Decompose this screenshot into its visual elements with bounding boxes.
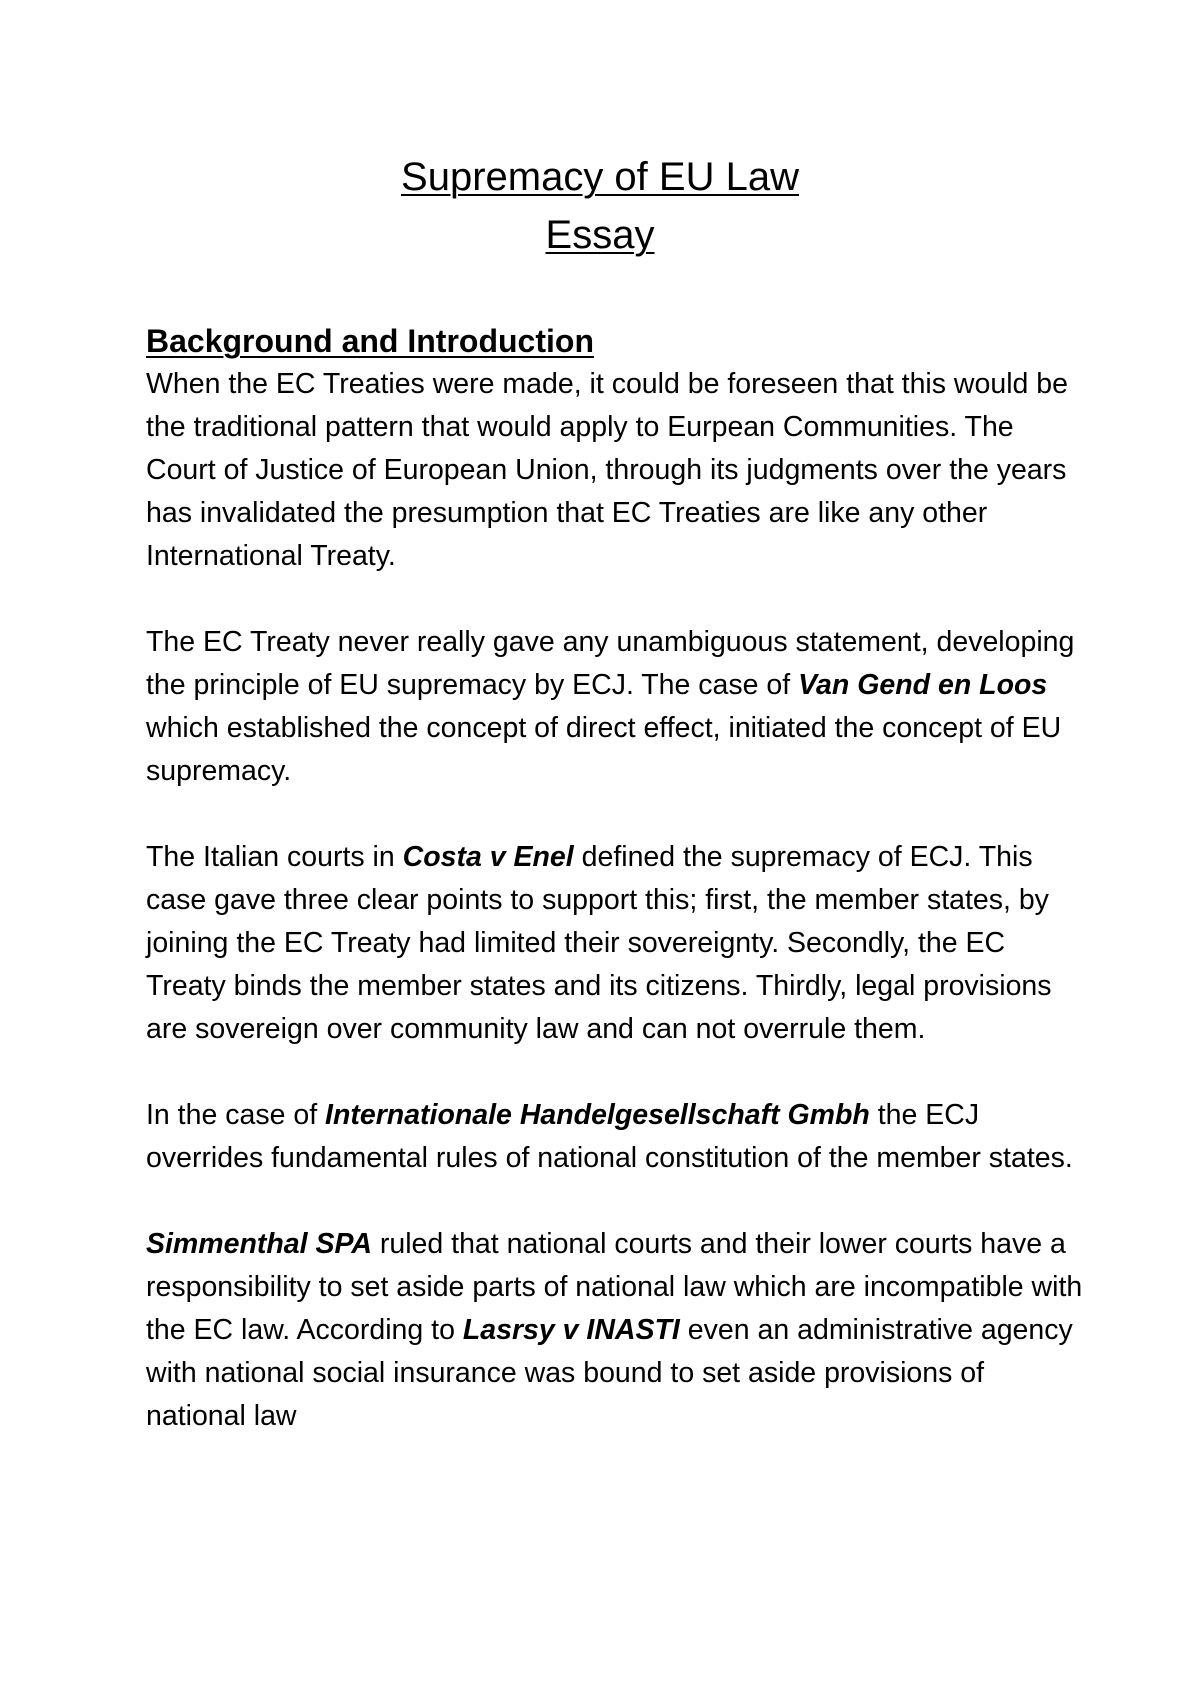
case-name-internationale-handelgesellschaft: Internationale Handelgesellschaft Gmbh <box>325 1099 870 1131</box>
document-title <box>0 148 1200 264</box>
paragraph-1-text: When the EC Treaties were made, it could be foreseen that this would be the traditional pattern that would apply to Eurpean Communities. The Court of Justice of European Union, through its judgments over the years has invalidated the presumption that EC Treaties are like any other International Treaty. <box>146 368 1069 572</box>
paragraph-3-text-b: defined the supremacy of ECJ. This case gave three clear points to support this; first, the member states, by joining the EC Treaty had limited their sovereignty. Secondly, the EC Treaty binds the member states and its citizens. Thirdly, legal provisions are sovereign over community law and can not overrule them. <box>146 841 1052 1045</box>
paragraph-2-text-b: which established the concept of direct effect, initiated the concept of EU supremacy. <box>146 712 1062 787</box>
document-body <box>146 320 1086 1481</box>
section-heading: Background and Introduction <box>146 323 594 359</box>
case-name-simmenthal: Simmenthal SPA <box>146 1228 372 1260</box>
paragraph-5-text-b: even an administrative agency with national social insurance was bound to set aside provisions of national law <box>146 1314 1073 1432</box>
paragraph-1 <box>146 363 1086 578</box>
paragraph-5 <box>146 1223 1086 1438</box>
paragraph-2 <box>146 621 1086 793</box>
paragraph-5-text-a: ruled that national courts and their lower courts have a responsibility to set aside parts of national law which are incompatible with the EC law. According to <box>146 1228 1083 1346</box>
paragraph-3 <box>146 836 1086 1051</box>
paragraph-4-text-b: the ECJ overrides fundamental rules of national constitution of the member states. <box>146 1099 1073 1174</box>
paragraph-2-text-a: The EC Treaty never really gave any unambiguous statement, developing the principle of EU supremacy by ECJ. The case of <box>146 626 1075 701</box>
case-name-van-gend: Van Gend en Loos <box>798 669 1048 701</box>
case-name-lasrsy-v-inasti: Lasrsy v INASTI <box>462 1314 680 1346</box>
paragraph-4-text-a: In the case of <box>146 1099 326 1131</box>
paragraph-4 <box>146 1094 1086 1180</box>
title-line-2: Essay <box>545 213 655 257</box>
case-name-costa-v-enel: Costa v Enel <box>402 841 574 873</box>
title-line-1: Supremacy of EU Law <box>401 155 799 199</box>
paragraph-3-text-a: The Italian courts in <box>146 841 403 873</box>
